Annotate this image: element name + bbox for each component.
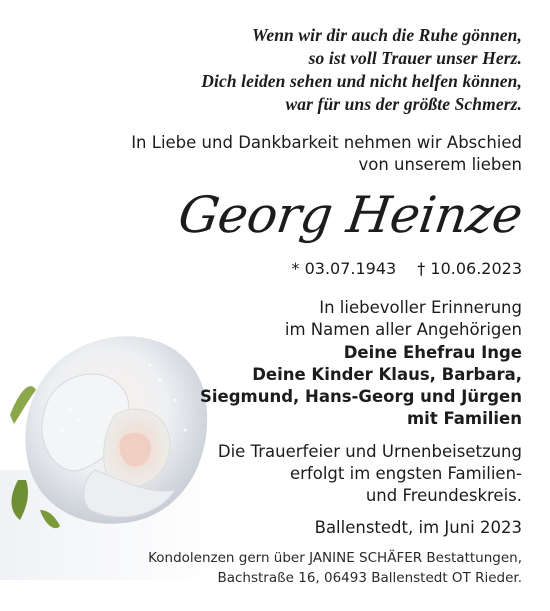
poem: [201, 24, 522, 116]
deceased-name: Georg Heinze: [175, 186, 527, 244]
ceremony-line: Die Trauerfeier und Urnenbeisetzung: [217, 442, 522, 461]
mourner-line: Deine Kinder Klaus, Barbara,: [252, 365, 522, 384]
memory-line: In liebevoller Erinnerung: [319, 298, 522, 317]
contact-line: Kondolenzen gern über JANINE SCHÄFER Bestattungen,: [148, 550, 522, 566]
mourner-line: Deine Ehefrau Inge: [343, 343, 522, 362]
ceremony-text: [218, 441, 522, 507]
birth-date: * 03.07.1943: [291, 259, 397, 278]
memory-text: [285, 297, 522, 341]
mourner-line: Siegmund, Hans-Georg und Jürgen: [200, 387, 522, 406]
memory-line: im Namen aller Angehörigen: [284, 320, 522, 339]
mourners-list: [200, 342, 522, 430]
farewell-intro: [131, 132, 522, 176]
place-date: Ballenstedt, im Juni 2023: [314, 518, 522, 537]
white-rose-image: [0, 320, 220, 580]
mourner-line: mit Familien: [406, 409, 522, 428]
poem-line: so ist voll Trauer unser Herz.: [308, 48, 522, 68]
death-date: † 10.06.2023: [417, 259, 522, 278]
condolence-contact: [148, 548, 522, 588]
poem-line: war für uns der größte Schmerz.: [285, 94, 522, 114]
ceremony-line: und Freundeskreis.: [365, 486, 522, 505]
ceremony-line: erfolgt im engsten Familien-: [290, 464, 522, 483]
intro-line: von unserem lieben: [358, 155, 522, 174]
poem-line: Wenn wir dir auch die Ruhe gönnen,: [251, 25, 522, 45]
life-dates: [292, 259, 523, 279]
contact-line: Bachstraße 16, 06493 Ballenstedt OT Rieder.: [217, 570, 522, 586]
poem-line: Dich leiden sehen und nicht helfen können,: [201, 71, 522, 91]
intro-line: In Liebe und Dankbarkeit nehmen wir Abschied: [131, 133, 522, 152]
